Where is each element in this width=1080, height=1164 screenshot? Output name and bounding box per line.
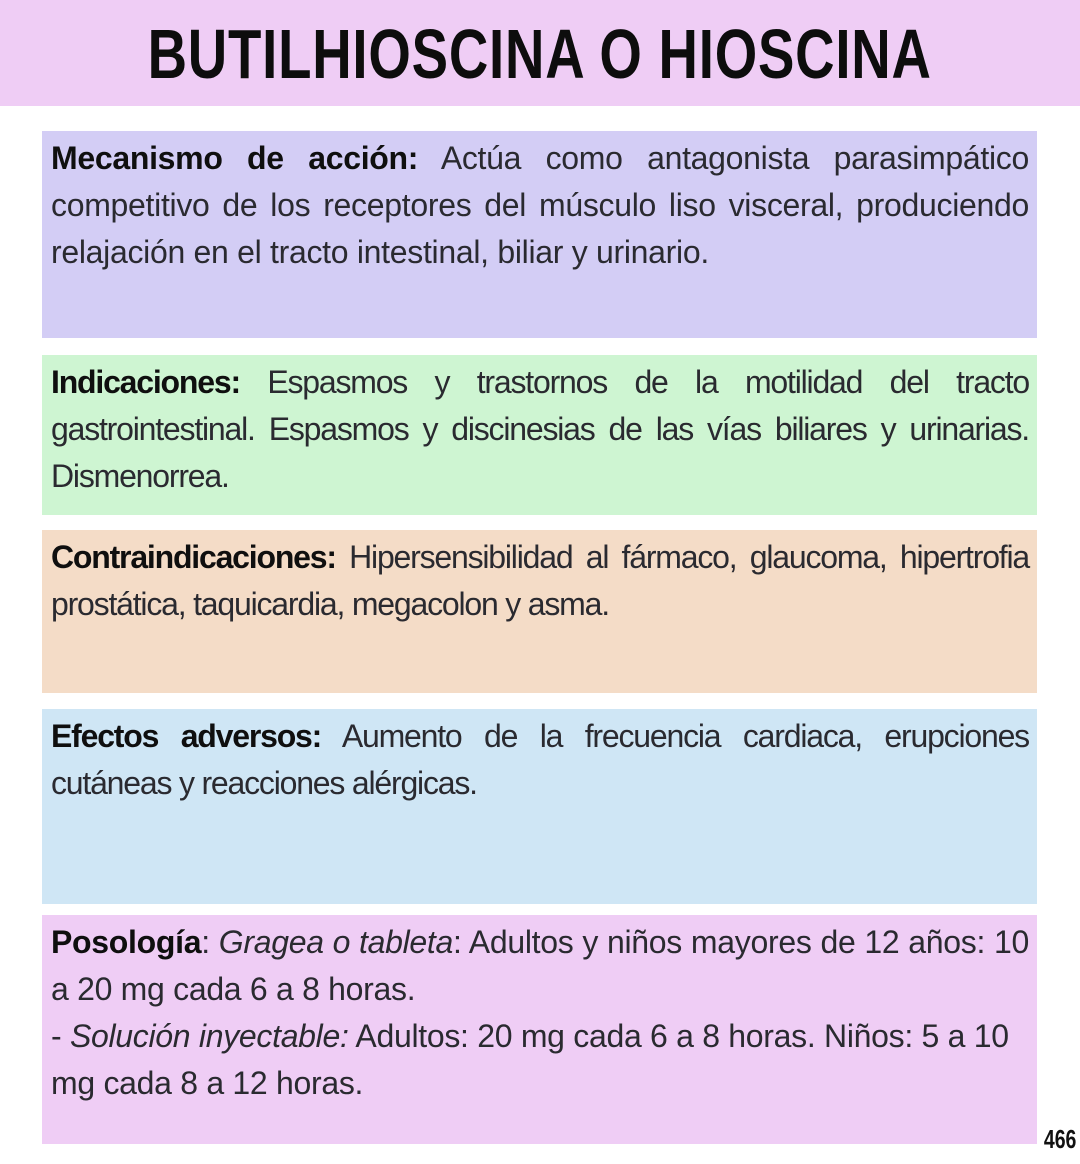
- section-body: [51, 135, 1029, 276]
- section-label: Contraindicaciones:: [51, 539, 336, 575]
- section-contraindicaciones: [42, 530, 1037, 693]
- colon: :: [201, 924, 219, 960]
- tablet-dose-text: : Adultos y niños mayores de 12 años: 10 a 20 mg cada 6 a 8 horas.: [51, 924, 1029, 1007]
- injection-form-label: Solución inyectable:: [69, 1018, 349, 1054]
- page-header: [0, 0, 1080, 106]
- section-label: Indicaciones:: [51, 364, 240, 400]
- injection-dose-text: Adultos: 20 mg cada 6 a 8 horas. Niños: 5 a 10 mg cada 8 a 12 horas.: [51, 1018, 1009, 1101]
- page-number: 466: [1043, 1124, 1076, 1154]
- section-text: Aumento de la frecuencia cardiaca, erupciones cutáneas y reacciones alérgicas.: [51, 718, 1029, 801]
- section-body: [51, 359, 1029, 500]
- page-title: BUTILHIOSCINA O HIOSCINA: [147, 15, 933, 93]
- posologia-tablet-dose: [51, 919, 1029, 1013]
- section-body: [51, 713, 1029, 807]
- section-posologia: [42, 915, 1037, 1144]
- section-text: Actúa como antagonista parasimpático competitivo de los receptores del músculo liso visceral, produciendo relajación en el tracto intestinal, biliar y urinario.: [51, 140, 1029, 270]
- section-efectos-adversos: [42, 709, 1037, 904]
- posologia-injection-dose: [51, 1013, 1029, 1107]
- dash: -: [51, 1018, 70, 1054]
- section-label: Efectos adversos:: [51, 718, 322, 754]
- section-mecanismo-de-accion: [42, 131, 1037, 338]
- section-label: Mecanismo de acción:: [51, 140, 419, 176]
- section-text: Espasmos y trastornos de la motilidad del tracto gastrointestinal. Espasmos y discinesias de las vías biliares y urinarias. Dismenorrea.: [51, 364, 1029, 494]
- tablet-form-label: Gragea o tableta: [218, 924, 454, 960]
- section-text: Hipersensibilidad al fármaco, glaucoma, hipertrofia prostática, taquicardia, megacolon y asma.: [51, 539, 1029, 622]
- section-body: [51, 534, 1029, 628]
- section-indicaciones: [42, 355, 1037, 515]
- section-label: Posología: [51, 924, 202, 960]
